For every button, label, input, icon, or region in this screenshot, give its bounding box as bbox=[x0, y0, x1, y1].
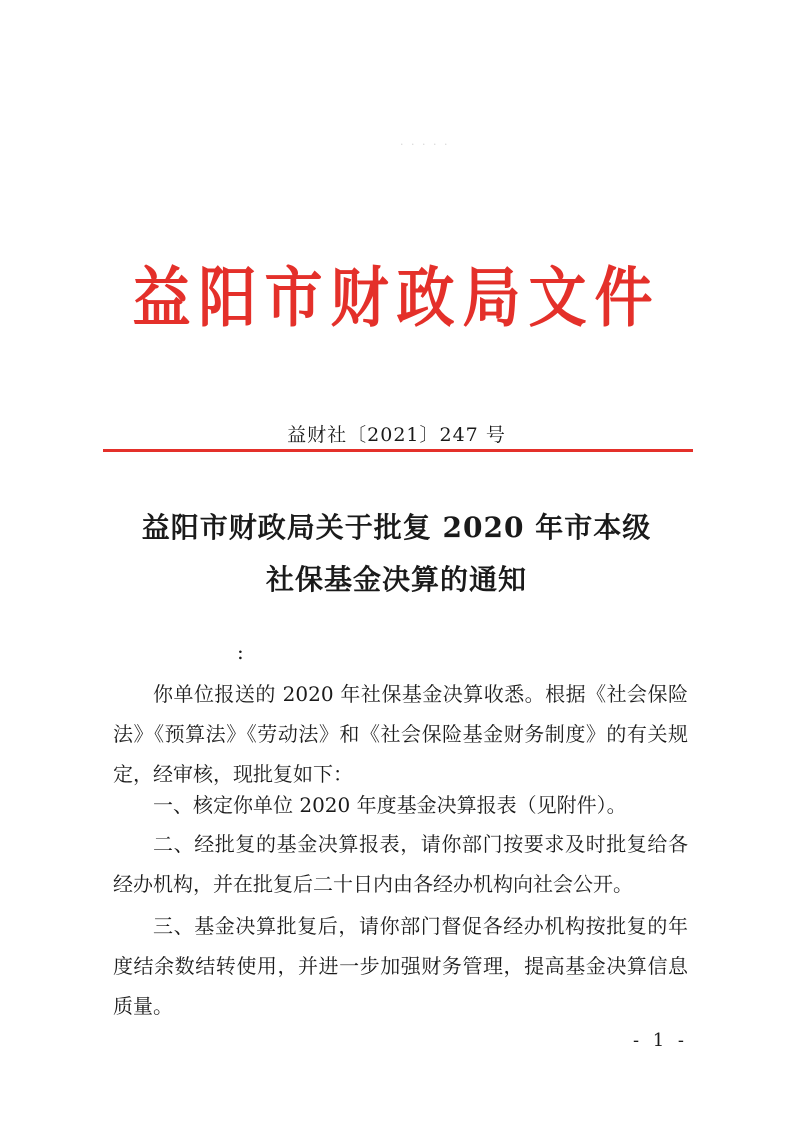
body-paragraph-1 bbox=[113, 674, 688, 794]
document-number: 益财社〔2021〕247 号 bbox=[287, 424, 506, 446]
paragraph-text: 一、核定你单位 2020 年度基金决算报表（见附件）。 bbox=[153, 793, 627, 817]
body-paragraph-2 bbox=[113, 785, 688, 825]
notice-title-line-2: 社保基金决算的通知 bbox=[265, 563, 527, 596]
faint-mark: · · · · · bbox=[400, 138, 450, 151]
body-paragraph-3 bbox=[113, 824, 688, 904]
notice-title-line-1: 益阳市财政局关于批复 2020 年市本级 bbox=[141, 511, 652, 544]
body-paragraph-4 bbox=[113, 906, 688, 1026]
red-divider bbox=[103, 449, 693, 452]
paragraph-text: 你单位报送的 2020 年社保基金决算收悉。根据《社会保险法》《预算法》《劳动法》和《社会保险基金财务制度》的有关规定，经审核，现批复如下： bbox=[113, 682, 688, 786]
paragraph-text: 二、经批复的基金决算报表，请你部门按要求及时批复给各经办机构，并在批复后二十日内由各经办机构向社会公开。 bbox=[113, 832, 688, 896]
page-number: - 1 - bbox=[632, 1030, 688, 1051]
paragraph-text: 三、基金决算批复后，请你部门督促各经办机构按批复的年度结余数结转使用，并进一步加强财务管理，提高基金决算信息质量。 bbox=[113, 914, 688, 1018]
issuer-title: 益阳市财政局文件 bbox=[132, 259, 661, 336]
salutation: : bbox=[237, 640, 244, 664]
